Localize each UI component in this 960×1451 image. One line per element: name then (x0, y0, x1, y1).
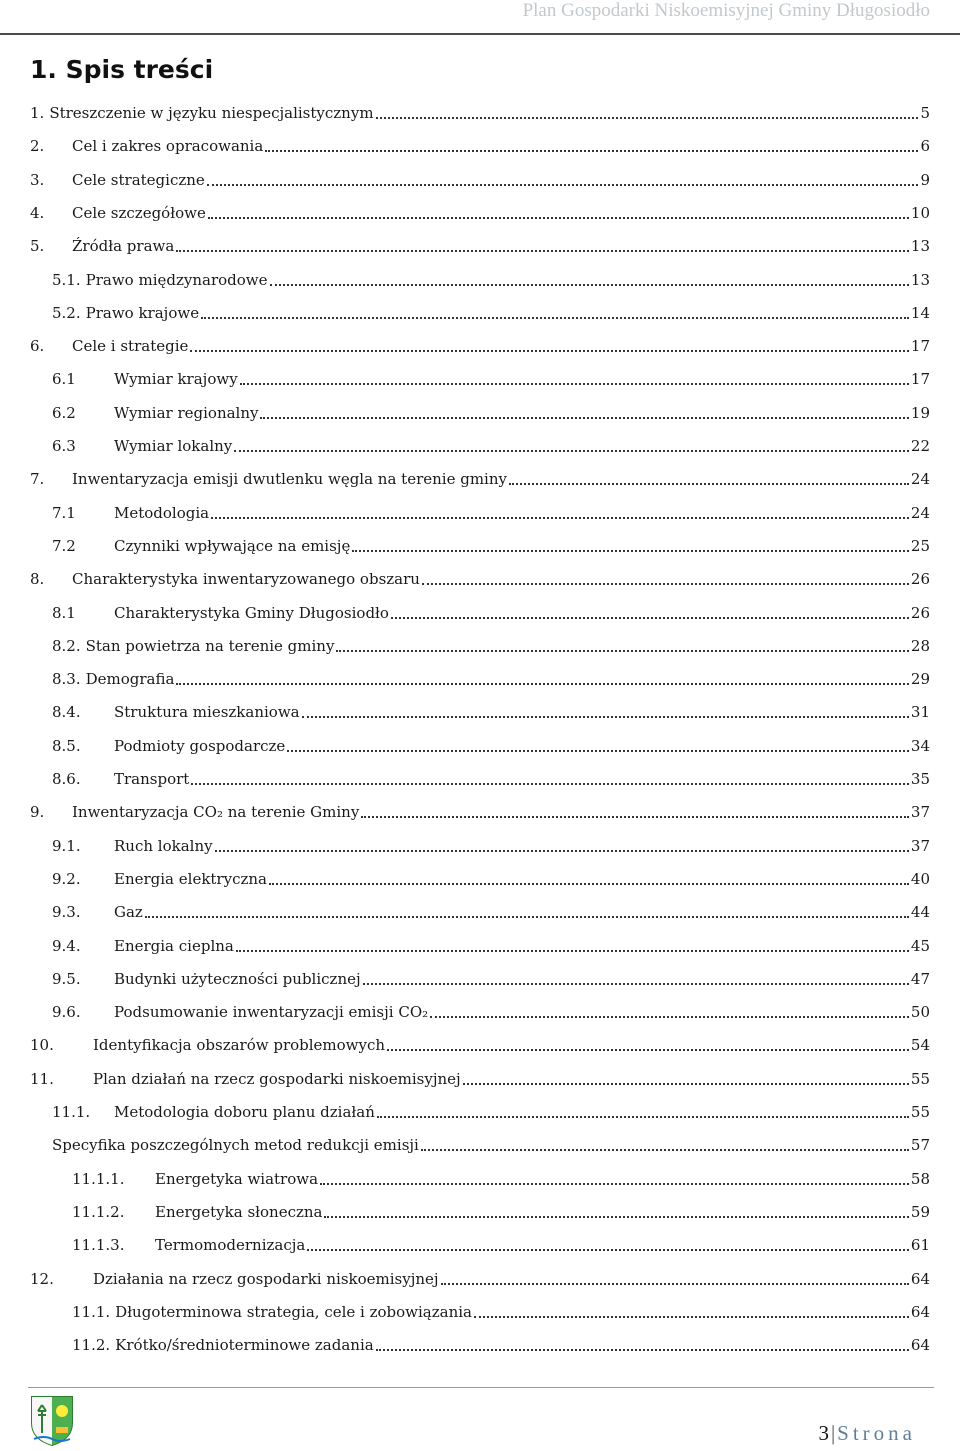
toc-dot-leader (421, 1143, 909, 1151)
toc-entry-number: 8. (30, 570, 45, 589)
toc-dot-leader (234, 444, 909, 452)
toc-entry-title: Prawo krajowe (85, 303, 200, 322)
toc-entry-title: Cele szczegółowe (72, 203, 206, 222)
toc-entry-title: Działania na rzecz gospodarki niskoemisyjnej (93, 1269, 439, 1288)
toc-entry-page: 24 (910, 470, 930, 489)
toc-entry[interactable] (52, 1000, 930, 1024)
toc-entry[interactable] (30, 800, 930, 824)
toc-dot-leader (463, 1077, 909, 1085)
toc-entry-page: 13 (910, 270, 930, 289)
toc-entry-title: Metodologia doboru planu działań (114, 1103, 375, 1121)
toc-dot-leader (270, 278, 909, 286)
toc-entry[interactable] (52, 1133, 930, 1157)
toc-entry-title: Budynki użyteczności publicznej (114, 969, 361, 988)
toc-entry[interactable] (30, 567, 930, 591)
toc-entry-page: 29 (910, 670, 930, 689)
toc-dot-leader (269, 877, 909, 885)
toc-dot-leader (474, 1310, 909, 1318)
toc-entry-title: Wymiar lokalny (114, 437, 233, 455)
page-label: Strona (837, 1421, 916, 1445)
toc-entry-title: Streszczenie w języku niespecjalistycznym (49, 104, 374, 122)
toc-entry-page: 40 (910, 869, 930, 888)
toc-entry-title: Czynniki wpływające na emisję (114, 536, 351, 555)
toc-entry[interactable] (52, 367, 930, 391)
toc-entry[interactable] (30, 101, 930, 125)
toc-entry-title: Energia cieplna (114, 936, 234, 955)
toc-entry-title: Transport (114, 770, 190, 788)
toc-entry-page: 10 (910, 203, 930, 222)
toc-entry-title: Termomodernizacja (155, 1236, 306, 1255)
toc-entry-number: 11. (30, 1069, 54, 1088)
toc-entry[interactable] (52, 301, 930, 325)
toc-entry-number: 9.2. (52, 869, 81, 888)
toc-dot-leader (190, 344, 909, 352)
toc-entry[interactable] (52, 1100, 930, 1124)
toc-entry-page: 44 (910, 903, 930, 922)
toc-dot-leader (201, 311, 909, 319)
toc-entry[interactable] (52, 401, 930, 425)
toc-entry-title: Ruch lokalny (114, 836, 213, 855)
toc-entry-number: 3. (30, 170, 45, 189)
toc-dot-leader (176, 244, 909, 252)
toc-entry-page: 31 (910, 703, 930, 722)
footer-rule (28, 1387, 934, 1388)
toc-entry-title: Źródła prawa (72, 237, 175, 256)
toc-entry-number: 9.5. (52, 969, 81, 988)
toc-entry-page: 6 (920, 137, 930, 156)
toc-dot-leader (307, 1243, 909, 1251)
toc-dot-leader (145, 910, 909, 918)
toc-entry[interactable] (52, 634, 930, 658)
toc-entry-page: 64 (910, 1269, 930, 1288)
toc-entry-page: 14 (910, 303, 930, 322)
toc-entry-number: 8.4. (52, 703, 81, 722)
toc-entry-number: 5.1. (52, 270, 81, 289)
toc-dot-leader (215, 844, 909, 852)
page-number: 3 (818, 1421, 829, 1445)
toc-entry-number: 4. (30, 203, 45, 222)
toc-entry-number: 7.2 (52, 536, 76, 555)
toc-dot-leader (387, 1043, 909, 1051)
toc-entry-page: 64 (910, 1336, 930, 1355)
toc-entry-page: 28 (910, 636, 930, 655)
toc-entry-page: 13 (910, 237, 930, 256)
toc-entry-title: Metodologia (114, 503, 210, 522)
toc-entry-number: 8.6. (52, 770, 81, 788)
toc-entry-title: Długoterminowa strategia, cele i zobowiązania (115, 1302, 472, 1321)
toc-entry-number: 11.1. (52, 1103, 91, 1121)
toc-entry-title: Podmioty gospodarcze (114, 736, 286, 755)
toc-entry-number: 10. (30, 1036, 54, 1055)
toc-dot-leader (376, 111, 919, 119)
toc-dot-leader (363, 977, 909, 985)
toc-entry[interactable] (52, 934, 930, 958)
toc-entry-number: 6.3 (52, 437, 76, 455)
toc-entry-number: 12. (30, 1269, 54, 1288)
toc-dot-leader (509, 477, 909, 485)
toc-entry[interactable] (52, 900, 930, 924)
toc-entry[interactable] (52, 667, 930, 691)
toc-entry[interactable] (52, 734, 930, 758)
toc-entry[interactable] (30, 1267, 930, 1291)
toc-dot-leader (361, 810, 909, 818)
toc-entry-page: 5 (920, 104, 930, 122)
toc-dot-leader (287, 744, 909, 752)
page-footer (818, 1419, 916, 1447)
toc-dot-leader (240, 377, 909, 385)
toc-entry[interactable] (52, 268, 930, 292)
toc-dot-leader (336, 644, 908, 652)
toc-entry-title: Energetyka wiatrowa (155, 1169, 319, 1188)
toc-dot-leader (352, 544, 909, 552)
toc-entry[interactable] (52, 601, 930, 625)
toc-entry[interactable] (72, 1300, 930, 1324)
toc-entry[interactable] (52, 967, 930, 991)
toc-dot-leader (260, 411, 908, 419)
toc-entry-page: 57 (910, 1136, 930, 1155)
toc-entry-title: Cel i zakres opracowania (72, 137, 264, 156)
toc-dot-leader (324, 1210, 908, 1218)
toc-entry-title: Wymiar regionalny (114, 403, 259, 422)
toc-entry-number: 9.1. (52, 836, 81, 855)
toc-entry-title: Stan powietrza na terenie gminy (85, 636, 335, 655)
toc-entry-number: 9. (30, 803, 45, 822)
page-separator: | (830, 1421, 836, 1445)
toc-entry-number: 11.2. (72, 1336, 111, 1355)
toc-entry-page: 47 (910, 969, 930, 988)
toc-entry-title: Inwentaryzacja CO₂ na terenie Gminy (72, 803, 360, 822)
toc-entry-title: Cele i strategie (72, 337, 189, 356)
toc-entry-number: 8.2. (52, 636, 81, 655)
toc-dot-leader (207, 178, 919, 186)
toc-entry-title: Plan działań na rzecz gospodarki niskoemisyjnej (93, 1069, 461, 1088)
toc-entry-number: 11.1. (72, 1302, 111, 1321)
toc-entry-number: 9.3. (52, 903, 81, 922)
toc-entry-title: Demografia (85, 670, 175, 689)
toc-entry-title: Krótko/średnioterminowe zadania (115, 1336, 374, 1355)
toc-entry[interactable] (52, 767, 930, 791)
toc-entry-number: 11.1.3. (72, 1236, 125, 1255)
toc-entry-title: Identyfikacja obszarów problemowych (93, 1036, 386, 1055)
toc-entry-page: 17 (910, 337, 930, 356)
toc-entry-number: 2. (30, 137, 45, 156)
toc-entry[interactable] (30, 201, 930, 225)
toc-entry-title: Energia elektryczna (114, 869, 267, 888)
toc-entry-number: 8.1 (52, 603, 76, 622)
toc-entry-page: 34 (910, 736, 930, 755)
toc-entry-title: Wymiar krajowy (114, 370, 238, 389)
toc-entry-page: 55 (910, 1069, 930, 1088)
toc-entry-number: 1. (30, 104, 45, 122)
toc-dot-leader (391, 611, 909, 619)
toc-dot-leader (191, 777, 909, 785)
toc-entry-page: 50 (910, 1003, 930, 1022)
toc-entry[interactable] (30, 168, 930, 192)
toc-entry-page: 24 (910, 503, 930, 522)
toc-dot-leader (211, 511, 909, 519)
toc-entry-title: Charakterystyka Gminy Długosiodło (114, 603, 389, 622)
toc-entry-page: 54 (910, 1036, 930, 1055)
toc-entry-number: 6. (30, 337, 45, 356)
toc-entry[interactable] (30, 334, 930, 358)
toc-entry-title: Struktura mieszkaniowa (114, 703, 300, 722)
toc-entry-page: 55 (910, 1103, 930, 1121)
toc-entry-page: 26 (910, 570, 930, 589)
toc-entry-number: 7.1 (52, 503, 76, 522)
toc-entry-title: Prawo międzynarodowe (85, 270, 268, 289)
toc-entry-title: Charakterystyka inwentaryzowanego obszaru (72, 570, 420, 589)
toc-dot-leader (441, 1277, 909, 1285)
toc-entry[interactable] (52, 700, 930, 724)
toc-entry-page: 9 (920, 170, 930, 189)
toc-entry-page: 19 (910, 403, 930, 422)
toc-entry-number: 8.5. (52, 736, 81, 755)
toc-entry[interactable] (52, 834, 930, 858)
toc-entry-number: 5.2. (52, 303, 81, 322)
toc-entry-number: 5. (30, 237, 45, 256)
toc-entry-page: 37 (910, 836, 930, 855)
toc-entry-number: 9.4. (52, 936, 81, 955)
toc-entry-number: 11.1.1. (72, 1169, 125, 1188)
toc-entry-page: 45 (910, 936, 930, 955)
toc-entry-page: 64 (910, 1302, 930, 1321)
toc-heading: 1. Spis treści (30, 55, 214, 84)
toc-dot-leader (302, 710, 909, 718)
toc-entry-page: 22 (910, 437, 930, 455)
toc-entry-page: 35 (910, 770, 930, 788)
toc-entry-title: Cele strategiczne (72, 170, 205, 189)
toc-dot-leader (320, 1177, 909, 1185)
toc-entry[interactable] (30, 234, 930, 258)
toc-dot-leader (430, 1010, 909, 1018)
toc-entry-number: 9.6. (52, 1003, 81, 1022)
toc-entry[interactable] (52, 434, 930, 458)
toc-dot-leader (208, 211, 909, 219)
toc-entry-page: 58 (910, 1169, 930, 1188)
running-header: Plan Gospodarki Niskoemisyjnej Gminy Długosiodło (522, 0, 930, 21)
toc-entry[interactable] (30, 134, 930, 158)
toc-entry[interactable] (72, 1333, 930, 1357)
toc-entry[interactable] (72, 1167, 930, 1191)
toc-entry-number: 7. (30, 470, 45, 489)
toc-dot-leader (265, 144, 918, 152)
header-rule (0, 33, 960, 35)
toc-dot-leader (236, 944, 909, 952)
toc-entry-page: 59 (910, 1202, 930, 1221)
toc-entry-number: 6.1 (52, 370, 76, 389)
toc-entry-page: 61 (910, 1236, 930, 1255)
toc-entry-title: Gaz (114, 903, 143, 922)
toc-entry[interactable] (72, 1200, 930, 1224)
toc-entry-title: Energetyka słoneczna (155, 1202, 323, 1221)
toc-dot-leader (377, 1110, 909, 1118)
toc-entry[interactable] (30, 467, 930, 491)
toc-entry[interactable] (30, 1067, 930, 1091)
toc-entry[interactable] (52, 501, 930, 525)
toc-dot-leader (176, 677, 908, 685)
toc-entry[interactable] (52, 534, 930, 558)
toc-entry[interactable] (72, 1233, 930, 1257)
municipality-coat-of-arms-icon (28, 1393, 76, 1447)
toc-entry-number: 6.2 (52, 403, 76, 422)
toc-dot-leader (376, 1343, 909, 1351)
toc-entry-number: 8.3. (52, 670, 81, 689)
toc-entry[interactable] (30, 1033, 930, 1057)
toc-dot-leader (422, 577, 909, 585)
toc-entry-page: 26 (910, 603, 930, 622)
toc-entry-title: Podsumowanie inwentaryzacji emisji CO₂ (114, 1003, 429, 1022)
toc-entry-title: Specyfika poszczególnych metod redukcji emisji (52, 1136, 419, 1155)
toc-entry-title: Inwentaryzacja emisji dwutlenku węgla na terenie gminy (72, 470, 507, 489)
toc-entry[interactable] (52, 867, 930, 891)
toc-entry-number: 11.1.2. (72, 1202, 125, 1221)
toc-entry-page: 17 (910, 370, 930, 389)
toc-entry-page: 25 (910, 536, 930, 555)
toc-entry-page: 37 (910, 803, 930, 822)
